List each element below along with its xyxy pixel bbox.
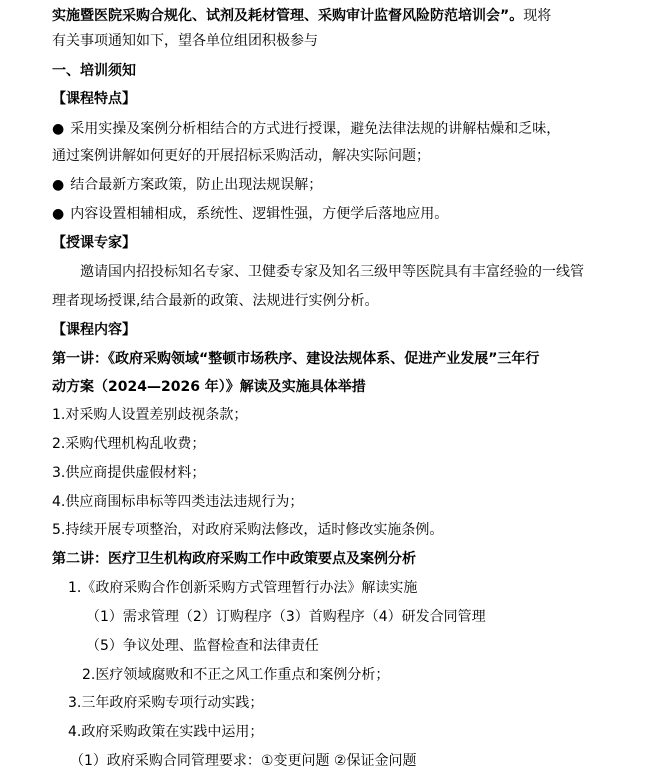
feature-item-1-line-1 <box>52 119 560 139</box>
lecture-2-item-4-sub-1: （1）政府采购合同管理要求：①变更问题 ②保证金问题 <box>70 753 417 769</box>
lecture-2-item-1-sub-1: （1）需求管理（2）订购程序（3）首购程序（4）研发合同管理 <box>86 609 486 625</box>
bullet-icon: ● <box>52 121 65 137</box>
bullet-icon: ● <box>52 177 65 193</box>
experts-line-1: 邀请国内招投标知名专家、卫健委专家及知名三级甲等医院具有丰富经验的一线管 <box>80 264 584 280</box>
intro-line-1 <box>52 6 551 26</box>
lecture-2-item-1-sub-2: （5）争议处理、监督检查和法律责任 <box>86 638 319 654</box>
lecture-1-item-4: 4.供应商围标串标等四类违法违规行为； <box>52 494 304 510</box>
lecture-2-title: 第二讲：医疗卫生机构政府采购工作中政策要点及案例分析 <box>52 551 416 567</box>
feature-item-3 <box>52 204 448 224</box>
feature-item-2-text: 结合最新方案政策，防止出现法规误解； <box>70 177 323 193</box>
lecture-1-item-5: 5.持续开展专项整治，对政府采购法修改，适时修改实施条例。 <box>52 522 444 538</box>
heading-course-features: 【课程特点】 <box>52 91 136 107</box>
intro-normal-text: 现将 <box>523 8 552 24</box>
intro-line-2: 有关事项通知如下，望各单位组团积极参与 <box>52 33 318 49</box>
heading-course-content: 【课程内容】 <box>52 322 136 338</box>
lecture-1-title-line-2: 动方案（2024—2026 年）》解读及实施具体举措 <box>52 379 366 395</box>
section-title-training-notice: 一、培训须知 <box>52 63 136 79</box>
lecture-1-title-line-1: 第一讲：《政府采购领域“整顿市场秩序、建设法规体系、促进产业发展”三年行 <box>52 351 540 367</box>
lecture-2-item-4: 4.政府采购政策在实践中运用； <box>68 724 264 740</box>
bullet-icon: ● <box>52 206 65 222</box>
lecture-1-item-3: 3.供应商提供虚假材料； <box>52 465 206 481</box>
intro-bold-text: 实施暨医院采购合规化、试剂及耗材管理、采购审计监督风险防范培训会”。 <box>52 8 524 24</box>
lecture-2-item-1: 1.《政府采购合作创新采购方式管理暂行办法》解读实施 <box>68 580 418 596</box>
feature-item-1-line-2: 通过案例讲解如何更好的开展招标采购活动，解决实际问题； <box>52 148 430 164</box>
lecture-2-item-3: 3.三年政府采购专项行动实践； <box>68 695 264 711</box>
heading-experts: 【授课专家】 <box>52 235 136 251</box>
lecture-2-item-2: 2.医疗领域腐败和不正之风工作重点和案例分析； <box>82 667 390 683</box>
experts-line-2: 理者现场授课,结合最新的政策、法规进行实例分析。 <box>52 293 379 309</box>
lecture-1-item-1: 1.对采购人设置差别歧视条款； <box>52 407 248 423</box>
feature-item-2 <box>52 175 322 195</box>
feature-item-3-text: 内容设置相辅相成，系统性、逻辑性强，方便学后落地应用。 <box>70 206 449 222</box>
feature-item-1-text: 采用实操及案例分析相结合的方式进行授课，避免法律法规的讲解枯燥和乏味， <box>70 121 561 137</box>
lecture-1-item-2: 2.采购代理机构乱收费； <box>52 436 206 452</box>
